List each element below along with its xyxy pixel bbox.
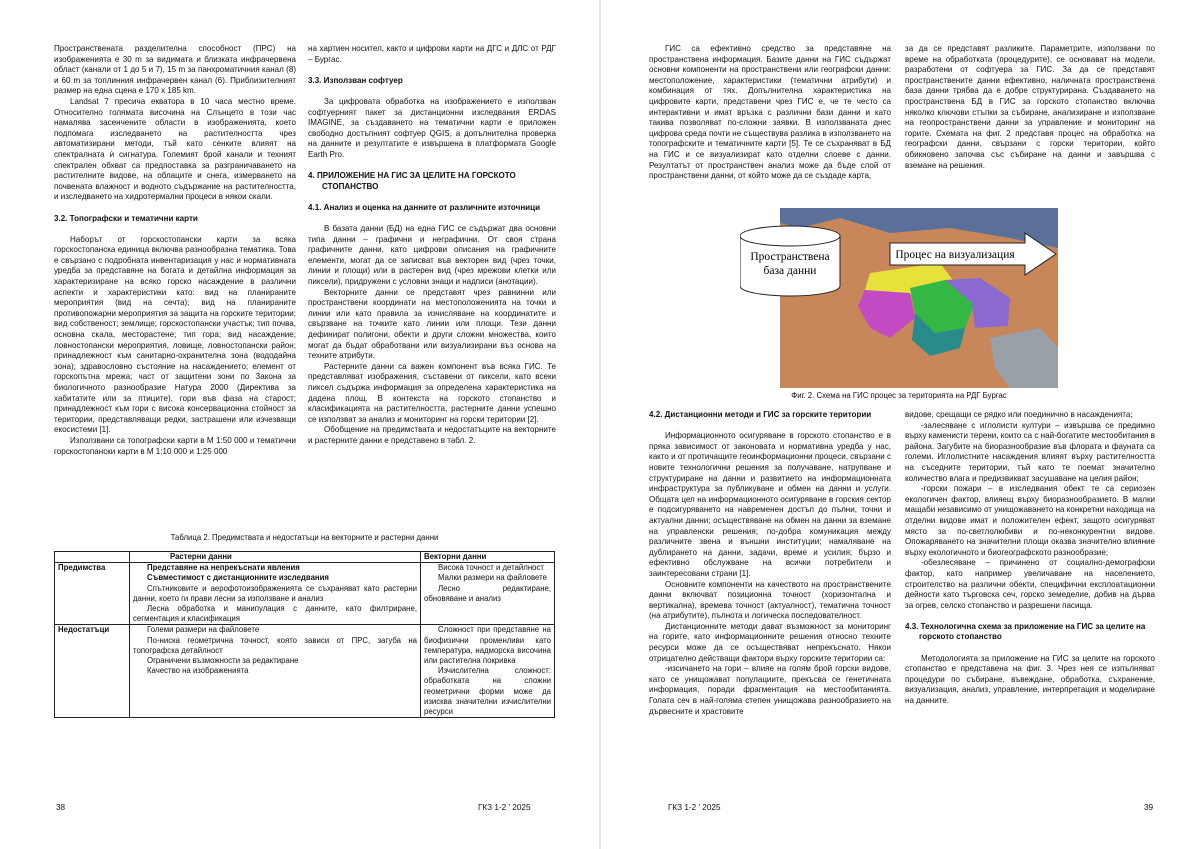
table-row-label: Недостатъци: [55, 625, 130, 718]
spacer: [649, 421, 891, 432]
paragraph: За цифровата обработка на изображението е използван софтуерният пакет за дистанционни изследвания ERDAS IMAGINE, за създаването на тематични карти е приложен свободно достъпният софтуер QGIS, а допълнителна проверка на данните и резултатите е извършена в платформата Google Earth Pro.: [308, 96, 556, 159]
table-cell-item: Висока точност и детайлност: [438, 563, 544, 573]
table-cell-vector: [421, 563, 555, 625]
paragraph: ГИС са ефективно средство за представяне на пространствена информация. Базите данни на ГИС съдържат основни компоненти на пространствени или географски данни: местоположение, характеристики (тематични атрибути) и комбинация от тях. Допълнителна характеристика на цифровите карти, представени чрез ГИС е, че те често са интерактивни и имат връзка с различни бази данни и като такива позволяват по-сложни заявки. В използваната днес цифрова среда почти не съществува разлика в използването на топографските и тематичните карти [5]. Те се съхраняват в БД на ГИС и се визуализират като отделни слоеве с данни. Резултатът от пространствен анализ може да бъде слой от пространствени данни, от който може да се създаде карта,: [649, 44, 891, 181]
section-heading: 4. ПРИЛОЖЕНИЕ НА ГИС ЗА ЦЕЛИТЕ НА ГОРСКОТО СТОПАНСТВО: [308, 171, 516, 191]
table-cell-item: Лесно редактиране, обновяване и анализ: [424, 583, 551, 603]
spacer: [905, 643, 1155, 654]
paragraph: видове, срещащи се рядко или поединично в насажденията;: [905, 410, 1133, 419]
database-label-line2: база данни: [763, 265, 817, 277]
paragraph: Пространствената разделителна способност (ПРС) на изображенията е 30 m за видимата и близката инфрачервена област (канали от 1 до 5 и 7), 15 m за панхроматичния канал (8) и 60 m за топлинния инфрачервен канал (6). Приблизителният размер на една сцена е 170 x 185 km.: [54, 44, 296, 96]
section-heading: 4.2. Дистанционни методи и ГИС за горските територии: [649, 410, 872, 419]
paragraph: Методологията за приложение на ГИС за целите на горското стопанство е представена на фиг. 3. Чрез нея се изпълняват процедури по събиране, въвеждане, обработка, съхранение, визуализация, анализ, управление, интерпретация и моделиране на данните.: [905, 653, 1155, 706]
paragraph: Векторните данни се представят чрез равнинни или пространствени координати на местоположенията на точки и линии или като правила за изчисляване на координатите и свързване на точките като линии или площи. Тези данни дефинират полигони, обекти и други сложни множества, които могат да бъдат обработвани или визуализирани въз основа на техните атрибути.: [308, 287, 556, 361]
paragraph: Дистанционните методи дават възможност за мониторинг на горите, като информационните решения относно техните ресурси може да се осъществяват непрекъснато. Някои отрицателно действащи фактори върху горските територии са:: [649, 621, 891, 663]
right-column-3: [649, 410, 891, 717]
paragraph: Наборът от горскостопански карти за всяка горскостопанска единица включва разнообразна тематика. Това е свързано с подробната инвентаризация у нас и нормативната уредба за представяне на богата и детайлна информация за характеризиране на всяко горско насаждение в различни аспекти и характеристики като: вид на планираните мероприятия (вид на сечта); вид на планираните противопожарни мероприятия за защита на горските територии; вид собственост; землище; горскостопански участък; тип почва, основна скала, месторастене; тип гора; вид насаждение; ловностопански мероприятия, ловище, ловностопански район; принадлежност към санитарно-охранителна зона (вододайна зона); здравословно състояние на насаждението; елемент от горскопътна мрежа; част от защитени зони по Закона за биологичното разнообразие Натура 2000 (Директива за хабитатите или за птиците), гори във фаза на старост; принадлежност към гори с висока консервационна стойност за територии, представляващи редки, застрашени или изчезващи екосистеми [1].: [54, 234, 296, 435]
table-row: [55, 625, 555, 718]
spacer: [308, 192, 556, 203]
paragraph: Обобщение на предимствата и недостатъците на векторните и растерните данни е представено в табл. 2.: [308, 425, 556, 445]
figure-gis-scheme: [740, 208, 1058, 388]
figure-caption: Фиг. 2. Схема на ГИС процес за територията на РДГ Бургас: [791, 391, 1007, 400]
table-cell-vector: [421, 625, 555, 718]
section-heading: 4.1. Анализ и оценка на данните от различните източници: [308, 202, 541, 212]
paragraph: Информационното осигуряване в горското стопанство е в пряка зависимост от законовата и нормативна уредба у нас, както и от протичащите геоинформационни процеси, свързани с новите технологични решения за получаване, натрупване и структуриране на данни и развитието на информационната инфраструктура за публикуване и обмен на данни и услуги. Общата цел на информационното осигуряване в горския сектор е подсигуряването на навременен достъп до пълни, точни и актуални данни; осъществяване на обмен на данни за вземане на управленски решения; по-добра комуникация между различните звена и външни институции; намаляване на дублирането на данни, задачи, време и усилия; бързо и ефективно обслужване на всички потребители и заинтересовани страни [1].: [649, 431, 891, 578]
left-column-2: [308, 44, 556, 447]
paragraph: Използвани са топографски карти в М 1:50 000 и тематични горскостопански карти в М 1:10 000 и 1:25 000: [54, 435, 296, 456]
table-cell-item: Лесна обработка и манипулация с данните, като филтриране, сегментация и класификация: [133, 604, 417, 624]
paragraph: -горски пожари – в изследвания обект те са сериозен екологичен фактор, влияещ върху биоразнообразието. В малки мащаби независимо от унищожаването на конкретни находища на отделни видове имат и положителен ефект, защото осигуряват място за по-светлолюбиви и по-неконкурентни видове. Опожаряването на значителни площи оказва значително влияние върху екологичното и биогеографското разнообразие;: [905, 484, 1155, 557]
section-heading: 3.2. Топографски и тематични карти: [54, 213, 198, 223]
table-cell-item: Изчислителна сложност: обработката на сложни геометрични форми може да изисква значителни изчислителни ресурси: [424, 666, 551, 717]
spacer: [308, 65, 556, 76]
spacer: [54, 224, 296, 235]
spacer: [905, 611, 1155, 622]
table-cell-raster: [130, 625, 421, 718]
spacer: [308, 161, 556, 172]
spacer: [308, 86, 556, 97]
table-body: [55, 563, 555, 718]
right-column-4: [905, 410, 1155, 707]
table-cell-item: Представяне на непрекъснати явления: [147, 563, 300, 573]
right-column-2: [905, 44, 1155, 171]
table-cell-item: Спътниковите и аерофотоизображенията се съхраняват като растерни данни, което ги прави лесни за използване и анализ: [133, 583, 417, 603]
table-cell-item: Ограничени възможности за редактиране: [147, 656, 299, 666]
process-arrow-label: Процес на визуализация: [895, 249, 1015, 261]
paragraph: за да се представят разликите. Параметрите, използвани по време на обработката (процедурите), се основават на модели, разработени от софтуера за ГИС. За да се представят пространствените данни ефективно, наличната пространствена база данни трябва да е добре структурирана. Създаването на пространствена БД в ГИС за горското стопанство включва няколко ключови стъпки за събиране, анализиране и използване на геопространствени данни за управление и мониторинг на горите. Схемата на фиг. 2 представя процес на обработка на географски данни, свързани с горски територии, който обикновено започва със събиране на данни и завършва с вземане на решения.: [905, 44, 1155, 170]
section-heading: 3.3. Използван софтуер: [308, 75, 403, 85]
journal-info-left: ГКЗ 1-2 ' 2025: [478, 803, 531, 812]
table-cell-item: По-ниска геометрична точност, която зависи от ПРС, загуба на топографска детайлност: [133, 635, 417, 655]
section-heading: 4.3. Технологична схема за приложение на ГИС за целите на горското стопанство: [905, 621, 1146, 642]
page-number-right: 39: [1144, 803, 1154, 812]
table-row-label: Предимства: [55, 563, 130, 625]
paragraph: на хартиен носител, както и цифрови карти на ДГС и ДЛС от РДГ – Бургас.: [308, 44, 556, 64]
table-row: [55, 563, 555, 625]
database-cylinder-top: [740, 226, 840, 246]
table-header-raster: Растерни данни: [130, 552, 421, 563]
figure-graphic: [740, 208, 1058, 388]
table-cell-item: Сложност при представяне на биофизични променливи като температура, надморска височина или растителна покривка: [424, 625, 551, 666]
table-cell-item: Големи размери на файловете: [147, 625, 260, 635]
paragraph: -залесяване с иглолисти култури – извършва се предимно върху каменисти терени, които са с най-богатите местообитания в района. Загубите на биоразнообразие във флората и фауната са големи. Иглолистните насаждения влияят върху растителността на съседните територии, тъй като те поемат значително количество влага и предизвикват засушаване на целия район;: [905, 420, 1155, 483]
table-header-empty: [55, 552, 130, 563]
table-header-row: [55, 552, 555, 563]
database-label-line1: Пространствена: [750, 251, 830, 263]
comparison-table: [54, 551, 555, 718]
spacer: [308, 214, 556, 225]
table-cell-item: Малки размери на файловете: [438, 573, 547, 583]
page-number-left: 38: [56, 803, 66, 812]
journal-info-right: ГКЗ 1-2 ' 2025: [668, 803, 721, 812]
paragraph: -обезлесяване – причинено от социално-демографски фактор, като например увеличаване на населението, строителство на различни обекти, специфични експлоатационни дейности като търговска сеч, горско земеделие, добив на дърва за огрев, селско стопанство и разрешени пасища.: [905, 558, 1155, 610]
paragraph: -изсичането на гори – влияе на голям брой горски видове, като се унищожават популациите, прекъсва се генетичната информация, поради фрагментация на местообитанията. Голата сеч в най-голяма степен унищожава разнообразието на дървесните и храстовите: [649, 664, 891, 716]
paragraph: Основните компоненти на качеството на пространствените данни включват позиционна точност (хоризонтална и вертикална), времева точност (актуалност), тематична точност (на атрибутите), пълнота и логическа последователност.: [649, 579, 891, 621]
right-column-1: [649, 44, 891, 182]
paragraph: В базата данни (БД) на една ГИС се съдържат два основни типа данни – графични и неграфични. От своя страна графичните данни, като цифрови описания на графичните елементи, могат да се записват във векторен вид (чрез точки, линии и площи) или в растерен вид (чрез мрежови клетки или пиксели), придружени с условни знаци и надписи (анотации).: [308, 224, 556, 287]
paragraph: Растерните данни са важен компонент във всяка ГИС. Те представляват изображения, съставени от пиксели, като всеки пиксел съдържа информация за определена характеристика на дадена площ. В контекста на горското стопанство и класификацията на растителността, растерните данни успешно се използват за анализ и мониторинг на горски територии [2].: [308, 361, 556, 424]
table-cell-raster: [130, 563, 421, 625]
table-cell-item: Съвместимост с дистанционните изследвания: [147, 573, 329, 583]
left-column-1: [54, 44, 296, 457]
table-caption: Таблица 2. Предимствата и недостатъци на векторните и растерни данни: [170, 533, 439, 542]
table-header-vector: Векторни данни: [421, 552, 555, 563]
paragraph: Landsat 7 пресича екватора в 10 часа местно време. Относително голямата височина на Слънцето в този час намалява засенчените области в изображенията, което подпомага изследването на растителността чрез автоматизирани методи, тъй като сенките влияят на спектралната ѝ сигнатура. Големият брой канали и техният спектрален обхват са предпоставка за разграничаването на растителните видове, на облаците и снега, измерването на почвената влажност и водното съдържание на растителността, и изследването на хидротермални процеси в някои скали.: [54, 96, 296, 202]
spacer: [54, 203, 296, 214]
table-cell-item: Качество на изображенията: [147, 666, 249, 676]
